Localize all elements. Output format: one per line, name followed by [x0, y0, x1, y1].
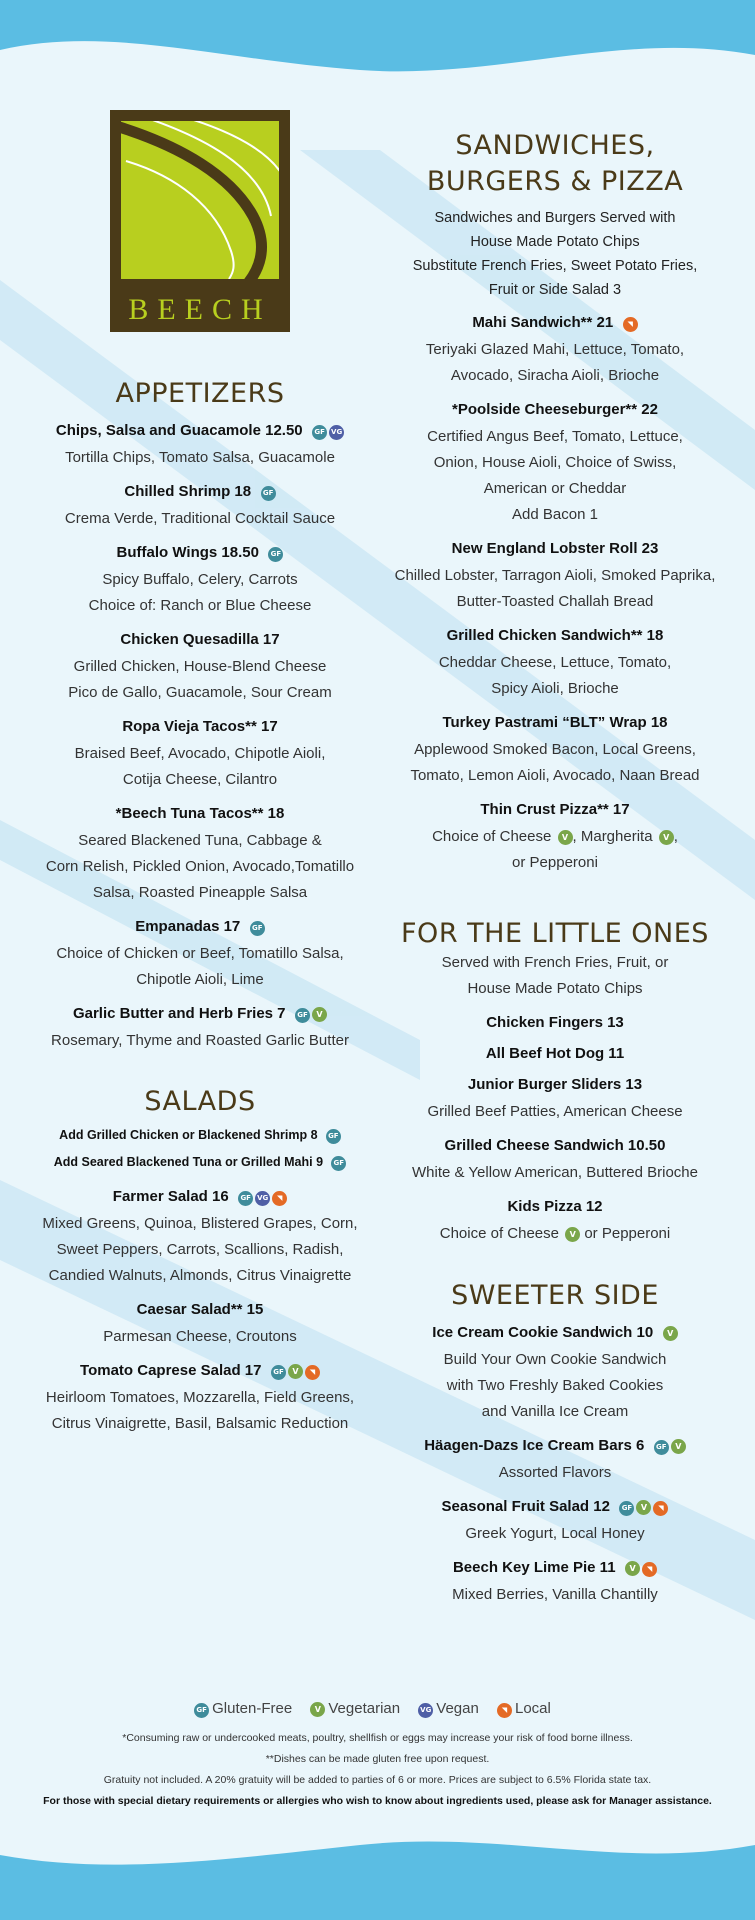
- desc-part: , Margherita: [572, 828, 653, 845]
- salads-title: SALADS: [144, 1086, 256, 1117]
- item-desc: Corn Relish, Pickled Onion, Avocado,Tomatillo: [45, 858, 355, 875]
- item-desc: Butter-Toasted Challah Bread: [456, 593, 654, 610]
- item-name-text: Chilled Shrimp 18: [124, 483, 252, 500]
- item-name: [375, 400, 735, 420]
- item-name-text: Ice Cream Cookie Sandwich 10: [432, 1324, 654, 1341]
- item-name-text: Chicken Fingers 13: [486, 1014, 624, 1031]
- dietary-legend: [0, 1700, 755, 1718]
- local-icon: ◥: [497, 1703, 512, 1718]
- menu-item: [375, 1497, 735, 1547]
- legend-gf-label: Gluten-Free: [212, 1700, 293, 1717]
- addon-text: Add Seared Blackened Tuna or Grilled Mahi 9: [53, 1155, 324, 1169]
- vegan-icon: VG: [329, 425, 344, 440]
- footer-line-allergies: For those with special dietary requirements or allergies who wish to know about ingredients used, please ask for Manager assistance.: [43, 1795, 712, 1807]
- item-desc: Choice of: Ranch or Blue Cheese: [88, 597, 312, 614]
- vegetarian-icon: V: [636, 1500, 651, 1515]
- item-name-text: Farmer Salad 16: [112, 1188, 229, 1205]
- item-name: [20, 1300, 380, 1320]
- menu-item: [20, 1004, 380, 1054]
- gluten-free-icon: GF: [238, 1191, 253, 1206]
- item-name: [20, 482, 380, 502]
- item-desc: Cheddar Cheese, Lettuce, Tomato,: [438, 654, 672, 671]
- item-desc: [375, 824, 735, 850]
- sweeter-list: [375, 1323, 735, 1608]
- menu-item: [375, 626, 735, 702]
- item-name-text: Turkey Pastrami “BLT” Wrap 18: [442, 714, 668, 731]
- addon-text: Add Grilled Chicken or Blackened Shrimp 8: [59, 1128, 318, 1142]
- logo-wordmark: BEECH: [128, 293, 272, 326]
- gluten-free-icon: GF: [619, 1501, 634, 1516]
- legend-vg-label: Vegan: [436, 1700, 479, 1717]
- sweeter-section: [375, 1280, 735, 1608]
- item-desc: American or Cheddar: [483, 480, 627, 497]
- footer-line-gluten-free: **Dishes can be made gluten free upon request.: [265, 1753, 490, 1765]
- item-name-text: Chips, Salsa and Guacamole 12.50: [55, 422, 303, 439]
- item-name-text: *Poolside Cheeseburger** 22: [452, 401, 658, 418]
- local-icon: ◥: [642, 1562, 657, 1577]
- gluten-free-icon: GF: [268, 547, 283, 562]
- item-name-text: Mahi Sandwich** 21: [472, 314, 614, 331]
- item-desc: Mixed Berries, Vanilla Chantilly: [452, 1586, 658, 1603]
- menu-item: [375, 1436, 735, 1486]
- menu-item: [20, 421, 380, 471]
- menu-item-thin-crust-pizza: [375, 800, 735, 876]
- gluten-free-icon: GF: [261, 486, 276, 501]
- appetizers-section: [20, 378, 380, 1054]
- item-name: [375, 1323, 735, 1343]
- item-name: [375, 539, 735, 559]
- salads-list: [20, 1187, 380, 1437]
- appetizers-title: APPETIZERS: [115, 378, 285, 409]
- sandwiches-title-line1: SANDWICHES,: [455, 130, 655, 161]
- item-name-text: Tomato Caprese Salad 17: [80, 1362, 262, 1379]
- item-desc: and Vanilla Ice Cream: [481, 1403, 629, 1420]
- item-desc: Crema Verde, Traditional Cocktail Sauce: [64, 510, 336, 527]
- menu-item: [375, 1323, 735, 1425]
- item-desc: Salsa, Roasted Pineapple Salsa: [92, 884, 308, 901]
- item-name: [20, 421, 380, 441]
- vegetarian-icon: V: [310, 1702, 325, 1717]
- item-desc: Chilled Lobster, Tarragon Aioli, Smoked Paprika,: [394, 567, 716, 584]
- item-name: [20, 1004, 380, 1024]
- salad-addon: [20, 1122, 380, 1149]
- little-ones-title: FOR THE LITTLE ONES: [401, 918, 709, 949]
- item-desc: Avocado, Siracha Aioli, Brioche: [450, 367, 660, 384]
- item-name: [20, 804, 380, 824]
- item-name: [20, 630, 380, 650]
- vegetarian-icon: V: [659, 830, 674, 845]
- gluten-free-icon: GF: [271, 1365, 286, 1380]
- item-desc: or Pepperoni: [512, 854, 598, 871]
- desc-part: ,: [673, 828, 678, 845]
- item-name-text: Grilled Chicken Sandwich** 18: [446, 627, 664, 644]
- item-desc: Citrus Vinaigrette, Basil, Balsamic Reduction: [51, 1415, 349, 1432]
- item-desc: [375, 1221, 735, 1247]
- desc-part: Choice of Cheese: [432, 828, 552, 845]
- legend-v-label: Vegetarian: [328, 1700, 401, 1717]
- footer-line-gratuity: Gratuity not included. A 20% gratuity will be added to parties of 6 or more. Prices are subject to 6.5% Florida state tax.: [103, 1774, 652, 1786]
- menu-item-kids-pizza: [375, 1197, 735, 1247]
- local-icon: ◥: [623, 317, 638, 332]
- vegan-icon: VG: [255, 1191, 270, 1206]
- item-name-text: Beech Key Lime Pie 11: [452, 1559, 616, 1576]
- item-name: [20, 1187, 380, 1207]
- item-name: Thin Crust Pizza** 17: [480, 801, 630, 818]
- vegetarian-icon: V: [312, 1007, 327, 1022]
- item-desc: Pico de Gallo, Guacamole, Sour Cream: [68, 684, 332, 701]
- menu-item: [375, 400, 735, 528]
- item-name-text: Grilled Cheese Sandwich 10.50: [444, 1137, 666, 1154]
- item-desc: Heirloom Tomatoes, Mozzarella, Field Greens,: [45, 1389, 355, 1406]
- item-name-text: Caesar Salad** 15: [136, 1301, 264, 1318]
- menu-item: [375, 1013, 735, 1033]
- little-ones-list: [375, 1013, 735, 1186]
- menu-item: [375, 1136, 735, 1186]
- item-desc: Spicy Buffalo, Celery, Carrots: [102, 571, 298, 588]
- item-desc: Applewood Smoked Bacon, Local Greens,: [414, 741, 696, 758]
- item-desc: Greek Yogurt, Local Honey: [465, 1525, 645, 1542]
- local-icon: ◥: [653, 1501, 668, 1516]
- vegetarian-icon: V: [288, 1364, 303, 1379]
- menu-item: [20, 804, 380, 906]
- menu-item: [20, 717, 380, 793]
- gluten-free-icon: GF: [312, 425, 327, 440]
- item-desc: Assorted Flavors: [498, 1464, 612, 1481]
- gluten-free-icon: GF: [331, 1156, 346, 1171]
- item-desc: Onion, House Aioli, Choice of Swiss,: [433, 454, 677, 471]
- menu-item: [375, 1075, 735, 1125]
- little-ones-section: [375, 918, 735, 1247]
- item-desc: Add Bacon 1: [512, 506, 598, 523]
- vegetarian-icon: V: [663, 1326, 678, 1341]
- item-name: [375, 313, 735, 333]
- intro-line: Substitute French Fries, Sweet Potato Fries,: [412, 258, 698, 274]
- menu-item: [375, 713, 735, 789]
- item-name-text: Häagen-Dazs Ice Cream Bars 6: [424, 1437, 645, 1454]
- salad-addons: [20, 1122, 380, 1176]
- menu-item: [20, 482, 380, 532]
- menu-item: [20, 1361, 380, 1437]
- intro-line: Sandwiches and Burgers Served with: [434, 210, 676, 226]
- item-name: [20, 717, 380, 737]
- gluten-free-icon: GF: [295, 1008, 310, 1023]
- item-desc: Build Your Own Cookie Sandwich: [443, 1351, 667, 1368]
- item-name-text: Empanadas 17: [135, 918, 241, 935]
- item-name: [375, 1075, 735, 1095]
- menu-item: [375, 313, 735, 389]
- item-desc: with Two Freshly Baked Cookies: [446, 1377, 664, 1394]
- item-desc: Seared Blackened Tuna, Cabbage &: [78, 832, 322, 849]
- sandwiches-section: [375, 128, 735, 876]
- menu-item: [20, 1300, 380, 1350]
- item-desc: Tomato, Lemon Aioli, Avocado, Naan Bread: [410, 767, 700, 784]
- item-desc: Choice of Chicken or Beef, Tomatillo Salsa,: [56, 945, 344, 962]
- gluten-free-icon: GF: [326, 1129, 341, 1144]
- item-desc: Cotija Cheese, Cilantro: [122, 771, 278, 788]
- menu-item: [375, 1558, 735, 1608]
- item-name: [375, 626, 735, 646]
- item-name: [375, 713, 735, 733]
- item-name: [375, 1013, 735, 1033]
- item-name-text: Junior Burger Sliders 13: [467, 1076, 643, 1093]
- item-name-text: Buffalo Wings 18.50: [116, 544, 259, 561]
- logo-leaf-icon: [121, 121, 279, 279]
- intro-line: House Made Potato Chips: [470, 234, 640, 250]
- menu-item: [20, 543, 380, 619]
- sandwiches-intro: [375, 206, 735, 302]
- desc-part: Choice of Cheese: [439, 1225, 559, 1242]
- vegan-icon: VG: [418, 1703, 433, 1718]
- appetizers-list: [20, 421, 380, 1054]
- item-name: [375, 1044, 735, 1064]
- item-name-text: New England Lobster Roll 23: [451, 540, 659, 557]
- item-desc: Grilled Beef Patties, American Cheese: [427, 1103, 683, 1120]
- item-desc: Candied Walnuts, Almonds, Citrus Vinaigrette: [48, 1267, 352, 1284]
- menu-item: [20, 917, 380, 993]
- sandwiches-list: [375, 313, 735, 789]
- desc-part: or Pepperoni: [584, 1225, 671, 1242]
- item-desc: Sweet Peppers, Carrots, Scallions, Radish,: [56, 1241, 344, 1258]
- little-ones-intro: [375, 950, 735, 1002]
- gluten-free-icon: GF: [654, 1440, 669, 1455]
- item-name: [375, 1436, 735, 1456]
- legend-local-label: Local: [514, 1700, 551, 1717]
- vegetarian-icon: V: [671, 1439, 686, 1454]
- item-desc: Teriyaki Glazed Mahi, Lettuce, Tomato,: [425, 341, 685, 358]
- item-desc: White & Yellow American, Buttered Brioche: [412, 1164, 698, 1181]
- intro-line: Fruit or Side Salad 3: [488, 282, 622, 298]
- intro-line: Served with French Fries, Fruit, or: [441, 954, 669, 971]
- gluten-free-icon: GF: [194, 1703, 209, 1718]
- item-name: [20, 543, 380, 563]
- item-name: [375, 1558, 735, 1578]
- salads-section: [20, 1086, 380, 1437]
- footer-line-raw-food: *Consuming raw or undercooked meats, poultry, shellfish or eggs may increase your risk of food borne illness.: [122, 1732, 633, 1744]
- item-name-text: All Beef Hot Dog 11: [485, 1045, 625, 1062]
- item-desc: Rosemary, Thyme and Roasted Garlic Butter: [51, 1032, 349, 1049]
- item-desc: Certified Angus Beef, Tomato, Lettuce,: [427, 428, 683, 445]
- gluten-free-icon: GF: [250, 921, 265, 936]
- item-name: [20, 917, 380, 937]
- menu-item: [375, 1044, 735, 1064]
- local-icon: ◥: [272, 1191, 287, 1206]
- menu-item: [375, 539, 735, 615]
- sandwiches-title-line2: BURGERS & PIZZA: [426, 166, 684, 197]
- item-name-text: Garlic Butter and Herb Fries 7: [72, 1005, 286, 1022]
- item-name-text: Ropa Vieja Tacos** 17: [122, 718, 278, 735]
- salad-addon: [20, 1149, 380, 1176]
- vegetarian-icon: V: [625, 1561, 640, 1576]
- vegetarian-icon: V: [558, 830, 573, 845]
- item-name-text: Chicken Quesadilla 17: [120, 631, 280, 648]
- item-desc: Braised Beef, Avocado, Chipotle Aioli,: [74, 745, 326, 762]
- sweeter-title: SWEETER SIDE: [451, 1280, 659, 1311]
- item-desc: Spicy Aioli, Brioche: [491, 680, 619, 697]
- item-name: [375, 1136, 735, 1156]
- footer: [0, 1700, 755, 1812]
- item-name-text: Seasonal Fruit Salad 12: [441, 1498, 610, 1515]
- intro-line: House Made Potato Chips: [467, 980, 643, 997]
- beech-logo: [110, 110, 290, 332]
- vegetarian-icon: V: [565, 1227, 580, 1242]
- item-desc: Grilled Chicken, House-Blend Cheese: [73, 658, 327, 675]
- item-name: Kids Pizza 12: [507, 1198, 603, 1215]
- item-name: [20, 1361, 380, 1381]
- item-name-text: *Beech Tuna Tacos** 18: [115, 805, 285, 822]
- item-name: [375, 1497, 735, 1517]
- menu-item: [20, 1187, 380, 1289]
- item-desc: Tortilla Chips, Tomato Salsa, Guacamole: [65, 449, 335, 466]
- item-desc: Chipotle Aioli, Lime: [136, 971, 264, 988]
- local-icon: ◥: [305, 1365, 320, 1380]
- item-desc: Mixed Greens, Quinoa, Blistered Grapes, Corn,: [42, 1215, 358, 1232]
- menu-item: [20, 630, 380, 706]
- item-desc: Parmesan Cheese, Croutons: [103, 1328, 297, 1345]
